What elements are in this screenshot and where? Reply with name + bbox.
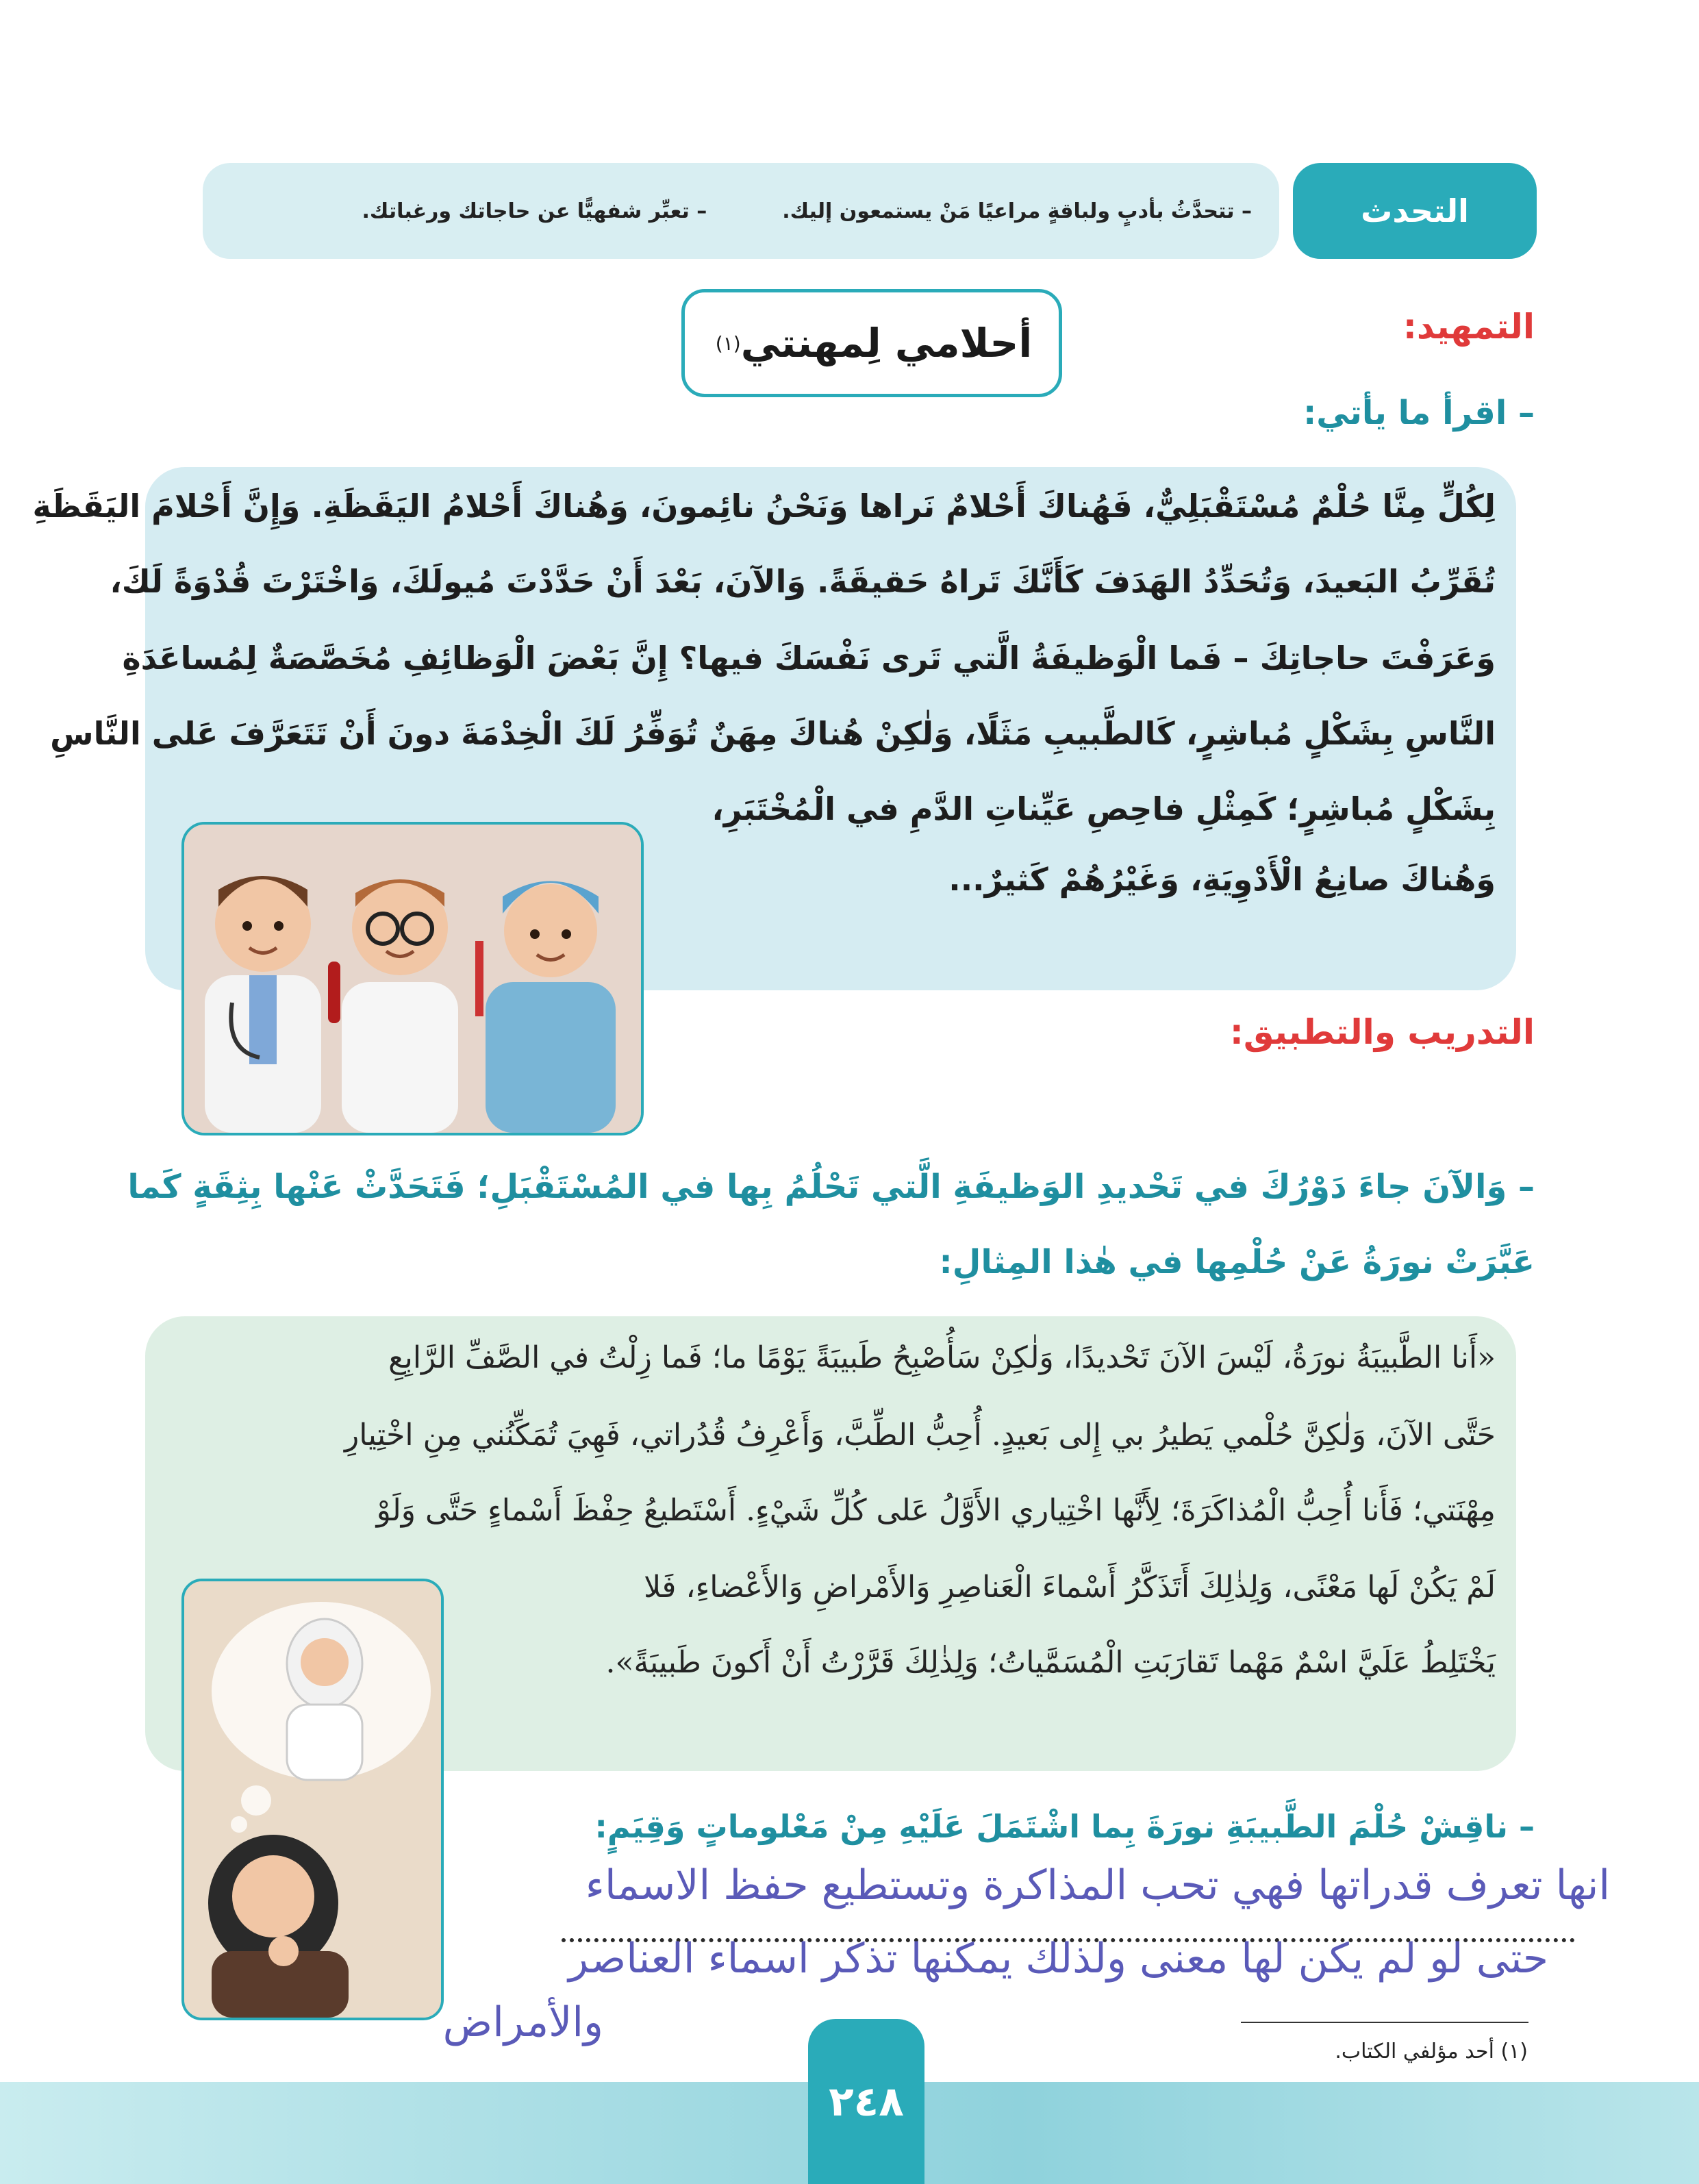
doctors-illustration	[181, 822, 644, 1135]
handwritten-answer-line-3[interactable]: والأمراض	[442, 1998, 603, 2046]
practice-instruction-1: – وَالآنَ جاءَ دَوْرُكَ في تَحْديدِ الوَظيفَةِ الَّتي تَحْلُمُ بِها في المُسْتَقْبَلِ؛ فَتَحَدَّثْ عَنْها بِثِقَةٍ كَما	[127, 1168, 1535, 1206]
example-line: مِهْنَتي؛ فَأَنا أُحِبُّ الْمُذاكَرَةَ؛ لِأَنَّها اخْتِياري الأَوَّلُ عَلى كُلِّ شَيْءٍ. أَسْتَطيعُ حِفْظَ أَسْماءٍ حَتَّى وَلَوْ	[376, 1493, 1496, 1528]
footnote: (١) أحد مؤلفي الكتاب.	[1335, 2039, 1528, 2063]
title-footnote-ref: (١)	[715, 331, 741, 355]
lesson-title	[681, 289, 1062, 397]
example-line: لَمْ يَكُنْ لَها مَعْنًى، وَلِذٰلِكَ أَتَذَكَّرُ أَسْماءَ الْعَناصِرِ وَالأَمْراضِ وَالأَعْضاءِ، فَلا	[644, 1570, 1496, 1605]
passage-line: تُقَرِّبُ البَعيدَ، وَتُحَدِّدُ الهَدَفَ كَأَنَّكَ تَراهُ حَقيقَةً. وَالآنَ، بَعْدَ أَنْ حَدَّدْتَ مُيولَكَ، وَاخْتَرْتَ قُدْوَةً لَكَ،	[110, 563, 1496, 600]
example-line: «أَنا الطَّبيبَةُ نورَةُ، لَيْسَ الآنَ تَحْديدًا، وَلٰكِنْ سَأُصْبِحُ طَبيبَةً يَوْمًا ما؛ فَما زِلْتُ في الصَّفِّ الرَّابِعِ	[388, 1340, 1496, 1375]
read-prompt: – اقرأ ما يأتي:	[1303, 394, 1535, 432]
passage-line: وَعَرَفْتَ حاجاتِكَ – فَما الْوَظيفَةُ الَّتي تَرى نَفْسَكَ فيها؟ إِنَّ بَعْضَ الْوَظائِفِ مُخَصَّصَةٌ لِمُساعَدَةِ	[122, 640, 1496, 677]
passage-line: بِشَكْلٍ مُباشِرٍ؛ كَمِثْلِ فاحِصِ عَيِّناتِ الدَّمِ في الْمُخْتَبَرِ،	[712, 790, 1496, 827]
objective-1: – تتحدَّثُ بأدبٍ ولباقةٍ مراعيًا مَنْ يستمعون إليك.	[782, 199, 1252, 223]
handwritten-answer-line-1[interactable]: انها تعرف قدراتها فهي تحب المذاكرة وتستطيع حفظ الاسماء	[585, 1861, 1610, 1909]
intro-label: التمهيد:	[1402, 307, 1535, 347]
section-label-speaking: التحدث	[1293, 163, 1537, 259]
footnote-rule	[1241, 2022, 1528, 2023]
practice-label: التدريب والتطبيق:	[1229, 1012, 1535, 1052]
passage-line: وَهُناكَ صانِعُ الْأَدْوِيَةِ، وَغَيْرُهُمْ كَثيرٌ...	[948, 861, 1496, 898]
objectives-strip	[203, 163, 1279, 259]
discussion-prompt: – ناقِشْ حُلْمَ الطَّبيبَةِ نورَةَ بِما اشْتَمَلَ عَلَيْهِ مِنْ مَعْلوماتٍ وَقِيَمٍ:	[594, 1808, 1535, 1845]
handwritten-answer-line-2[interactable]: حتى لو لم يكن لها معنى ولذلك يمكنها تذكر اسماء العناصر	[568, 1935, 1548, 1983]
example-line: يَخْتَلِطُ عَلَيَّ اسْمٌ مَهْما تَقارَبَتِ الْمُسَمَّياتُ؛ وَلِذٰلِكَ قَرَّرْتُ أَنْ أَكونَ طَبيبَةً».	[605, 1645, 1496, 1680]
doctors-icon	[184, 825, 641, 1133]
lesson-title-text: أحلامي لِمهنتي	[740, 320, 1033, 366]
passage-line: النَّاسِ بِشَكْلٍ مُباشِرٍ، كَالطَّبيبِ مَثَلًا، وَلٰكِنْ هُناكَ مِهَنٌ تُوَفِّرُ لَكَ الْخِدْمَةَ دونَ أَنْ تَتَعَرَّفَ عَلى النَّاسِ	[50, 715, 1496, 752]
practice-instruction-2: عَبَّرَتْ نورَةُ عَنْ حُلْمِها في هٰذا المِثالِ:	[939, 1243, 1535, 1281]
girl-dreaming-illustration	[181, 1579, 444, 2020]
objective-2: – تعبِّر شفهيًّا عن حاجاتك ورغباتك.	[362, 199, 707, 223]
page-number: ٢٤٨	[808, 2019, 924, 2184]
thinking-girl-icon	[184, 1581, 441, 2018]
passage-line: لِكُلٍّ مِنَّا حُلْمٌ مُسْتَقْبَلِيٌّ، فَهُناكَ أَحْلامٌ نَراها وَنَحْنُ نائِمونَ، وَهُناكَ أَحْلامُ اليَقَظَةِ. وَإِنَّ أَحْلامَ اليَقَظَةِ	[32, 488, 1496, 525]
example-line: حَتَّى الآنَ، وَلٰكِنَّ حُلْمي يَطيرُ بي إِلى بَعيدٍ. أُحِبُّ الطِّبَّ، وَأَعْرِفُ قُدُراتي، فَهِيَ تُمَكِّنُني مِنِ اخْتِيارِ	[344, 1418, 1496, 1453]
